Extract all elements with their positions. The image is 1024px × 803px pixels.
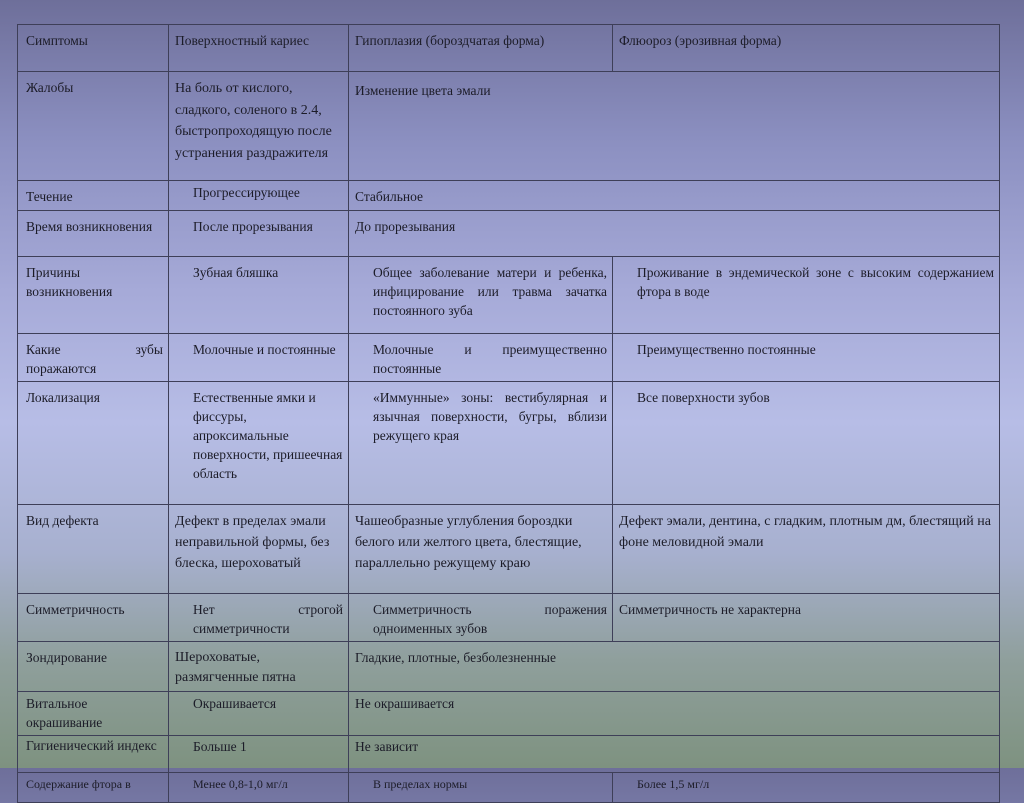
row-label-teeth: Какие зубы поражаются [18,334,169,382]
table-row [18,773,1000,803]
table-row [18,334,1000,382]
cell-causes-caries: Зубная бляшка [169,257,349,334]
cell-onset-caries: После прорезывания [169,211,349,257]
table-row [18,257,1000,334]
row-label-probing: Зондирование [18,642,169,692]
cell-teeth-caries: Молочные и постоянные [169,334,349,382]
table-row [18,594,1000,642]
cell-teeth-fluorosis: Преимущественно постоянные [613,334,1000,382]
cell-probing-caries: Шероховатые, размягченные пятна [169,642,349,692]
row-label-symmetry: Симметричность [18,594,169,642]
cell-defect-hypoplasia: Чашеобразные углубления бороздки белого или желтого цвета, блестящие, параллельно режущему краю [349,505,613,594]
cell-location-hypoplasia: «Иммунные» зоны: вестибулярная и язычная поверхности, бугры, вблизи режущего края [349,382,613,505]
cell-hygiene-other: Не зависит [349,736,1000,773]
cell-symmetry-caries: Нет строгой симметричности [169,594,349,642]
header-superficial-caries: Поверхностный кариес [169,25,349,72]
cell-complaints-caries: На боль от кислого, сладкого, соленого в 2.4, быстропроходящую после устранения раздражителя [169,72,349,181]
cell-causes-hypoplasia: Общее заболевание матери и ребенка, инфицирование или травма зачатка постоянного зуба [349,257,613,334]
header-symptoms: Симптомы [18,25,169,72]
table-row [18,181,1000,211]
table-row [18,505,1000,594]
cell-teeth-hypoplasia: Молочные и преимущественно постоянные [349,334,613,382]
cell-defect-caries: Дефект в пределах эмали неправильной формы, без блеска, шероховатый [169,505,349,594]
header-hypoplasia: Гипоплазия (бороздчатая форма) [349,25,613,72]
row-label-onset: Время возникновения [18,211,169,257]
row-label-location: Локализация [18,382,169,505]
table-row [18,382,1000,505]
table-row [18,72,1000,181]
row-label-course: Течение [18,181,169,211]
cell-symmetry-fluorosis: Симметричность не характерна [613,594,1000,642]
table-row [18,692,1000,736]
cell-location-fluorosis: Все поверхности зубов [613,382,1000,505]
cell-course-caries: Прогрессирующее [169,181,349,211]
cell-fluoride-caries: Менее 0,8-1,0 мг/л [169,773,349,803]
row-label-defect: Вид дефекта [18,505,169,594]
cell-causes-fluorosis: Проживание в эндемической зоне с высоким содержанием фтора в воде [613,257,1000,334]
cell-fluoride-fluorosis: Более 1,5 мг/л [613,773,1000,803]
cell-defect-fluorosis: Дефект эмали, дентина, с гладким, плотным дм, блестящий на фоне меловидной эмали [613,505,1000,594]
row-label-staining: Витальное окрашивание [18,692,169,736]
row-label-causes: Причины возникновения [18,257,169,334]
table-row [18,736,1000,773]
row-label-complaints: Жалобы [18,72,169,181]
cell-complaints-other: Изменение цвета эмали [349,72,1000,181]
cell-symmetry-hypoplasia: Симметричность поражения одноименных зубов [349,594,613,642]
header-fluorosis: Флюороз (эрозивная форма) [613,25,1000,72]
cell-fluoride-hypoplasia: В пределах нормы [349,773,613,803]
cell-onset-other: До прорезывания [349,211,1000,257]
row-label-fluoride: Содержание фтора в [18,773,169,803]
cell-staining-other: Не окрашивается [349,692,1000,736]
cell-course-other: Стабильное [349,181,1000,211]
differential-diagnosis-table [17,24,1000,803]
cell-location-caries: Естественные ямки и фиссуры, апроксимальные поверхности, пришеечная область [169,382,349,505]
table-row [18,642,1000,692]
table-header-row [18,25,1000,72]
cell-probing-other: Гладкие, плотные, безболезненные [349,642,1000,692]
row-label-hygiene: Гигиенический индекс [18,736,169,773]
cell-hygiene-caries: Больше 1 [169,736,349,773]
table-row [18,211,1000,257]
cell-staining-caries: Окрашивается [169,692,349,736]
